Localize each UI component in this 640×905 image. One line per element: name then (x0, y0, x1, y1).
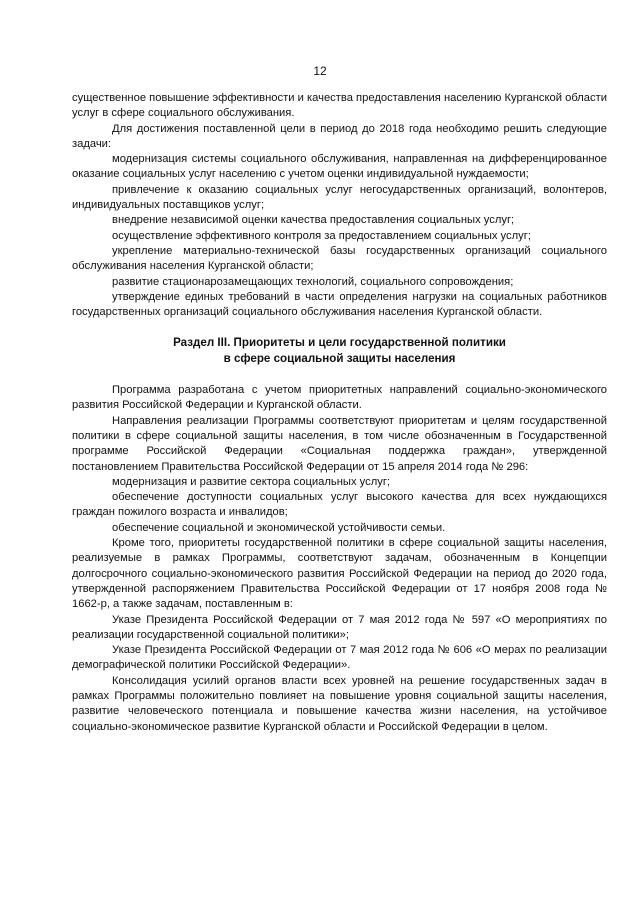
paragraph: развитие стационарозамещающих технологий, социального сопровождения; (112, 275, 514, 288)
paragraph: укрепление материально-технической базы государственных организаций социального обслуживания населения Курганской области; (72, 244, 607, 273)
paragraph: обеспечение доступности социальных услуг высокого качества для всех нуждающихся граждан пожилого возраста и инвалидов; (72, 491, 607, 519)
paragraph: модернизация и развитие сектора социальных услуг; (112, 475, 391, 488)
section-title (72, 335, 607, 366)
paragraph: Направления реализации Программы соответствуют приоритетам и целям государственной политики в сфере социальной защиты населения, в том числе обозначенным в Государственной программе Российской Федерации «Социальная поддержка граждан», утвержденной постановлением Правительства Российской Федерации от 15 апреля 2014 года № 296: (72, 414, 607, 473)
document-body (72, 91, 607, 735)
paragraph: Указе Президента Российской Федерации от 7 мая 2012 года № 606 «О мерах по реализации демографической политики Российской Федерации». (72, 644, 607, 672)
page-number: 12 (313, 64, 327, 78)
paragraph: внедрение независимой оценки качества предоставления социальных услуг; (112, 214, 515, 227)
paragraph: Программа разработана с учетом приоритетных направлений социально-экономического развития Российской Федерации и Курганской области. (72, 384, 607, 412)
section-title-line: в сфере социальной защиты населения (223, 351, 456, 365)
paragraph: модернизация системы социального обслуживания, направленная на дифференцированное оказание социальных услуг населению с учетом оценки индивидуальной нуждаемости; (72, 153, 607, 181)
paragraph: Для достижения поставленной цели в период до 2018 года необходимо решить следующие задачи: (72, 122, 607, 150)
paragraph: привлечение к оказанию социальных услуг негосударственных организаций, волонтеров, индивидуальных поставщиков услуг; (72, 183, 607, 212)
paragraph: осуществление эффективного контроля за предоставлением социальных услуг; (112, 229, 531, 242)
section-title-line: Раздел III. Приоритеты и цели государственной политики (173, 336, 506, 350)
paragraph: Кроме того, приоритеты государственной политики в сфере социальной защиты населения, реализуемые в рамках Программы, соответствуют задачам, обозначенным в Концепции долгосрочного социально-экономического развития Российской Федерации на период до 2020 года, утвержденной распоряжением Правительства Российской Федерации от 17 ноября 2008 года № 1662-р, а также задачам, поставленным в: (72, 537, 607, 611)
paragraph: утверждение единых требований в части определения нагрузки на социальных работников государственных организаций социального обслуживания населения Курганской области. (72, 290, 607, 319)
paragraph: существенное повышение эффективности и качества предоставления населению Курганской области услуг в сфере социального обслуживания. (72, 92, 607, 120)
paragraph: обеспечение социальной и экономической устойчивости семьи. (112, 521, 446, 534)
paragraph: Консолидация усилий органов власти всех уровней на решение государственных задач в рамках Программы положительно повлияет на повышение уровня социальной защиты населения, развитие человеческого потенциала и повышение качества жизни населения, на устойчивое социально-экономическое развитие Курганской области и Российской Федерации в целом. (72, 674, 607, 733)
paragraph: Указе Президента Российской Федерации от 7 мая 2012 года № 597 «О мероприятиях по реализации государственной социальной политики»; (72, 613, 607, 641)
